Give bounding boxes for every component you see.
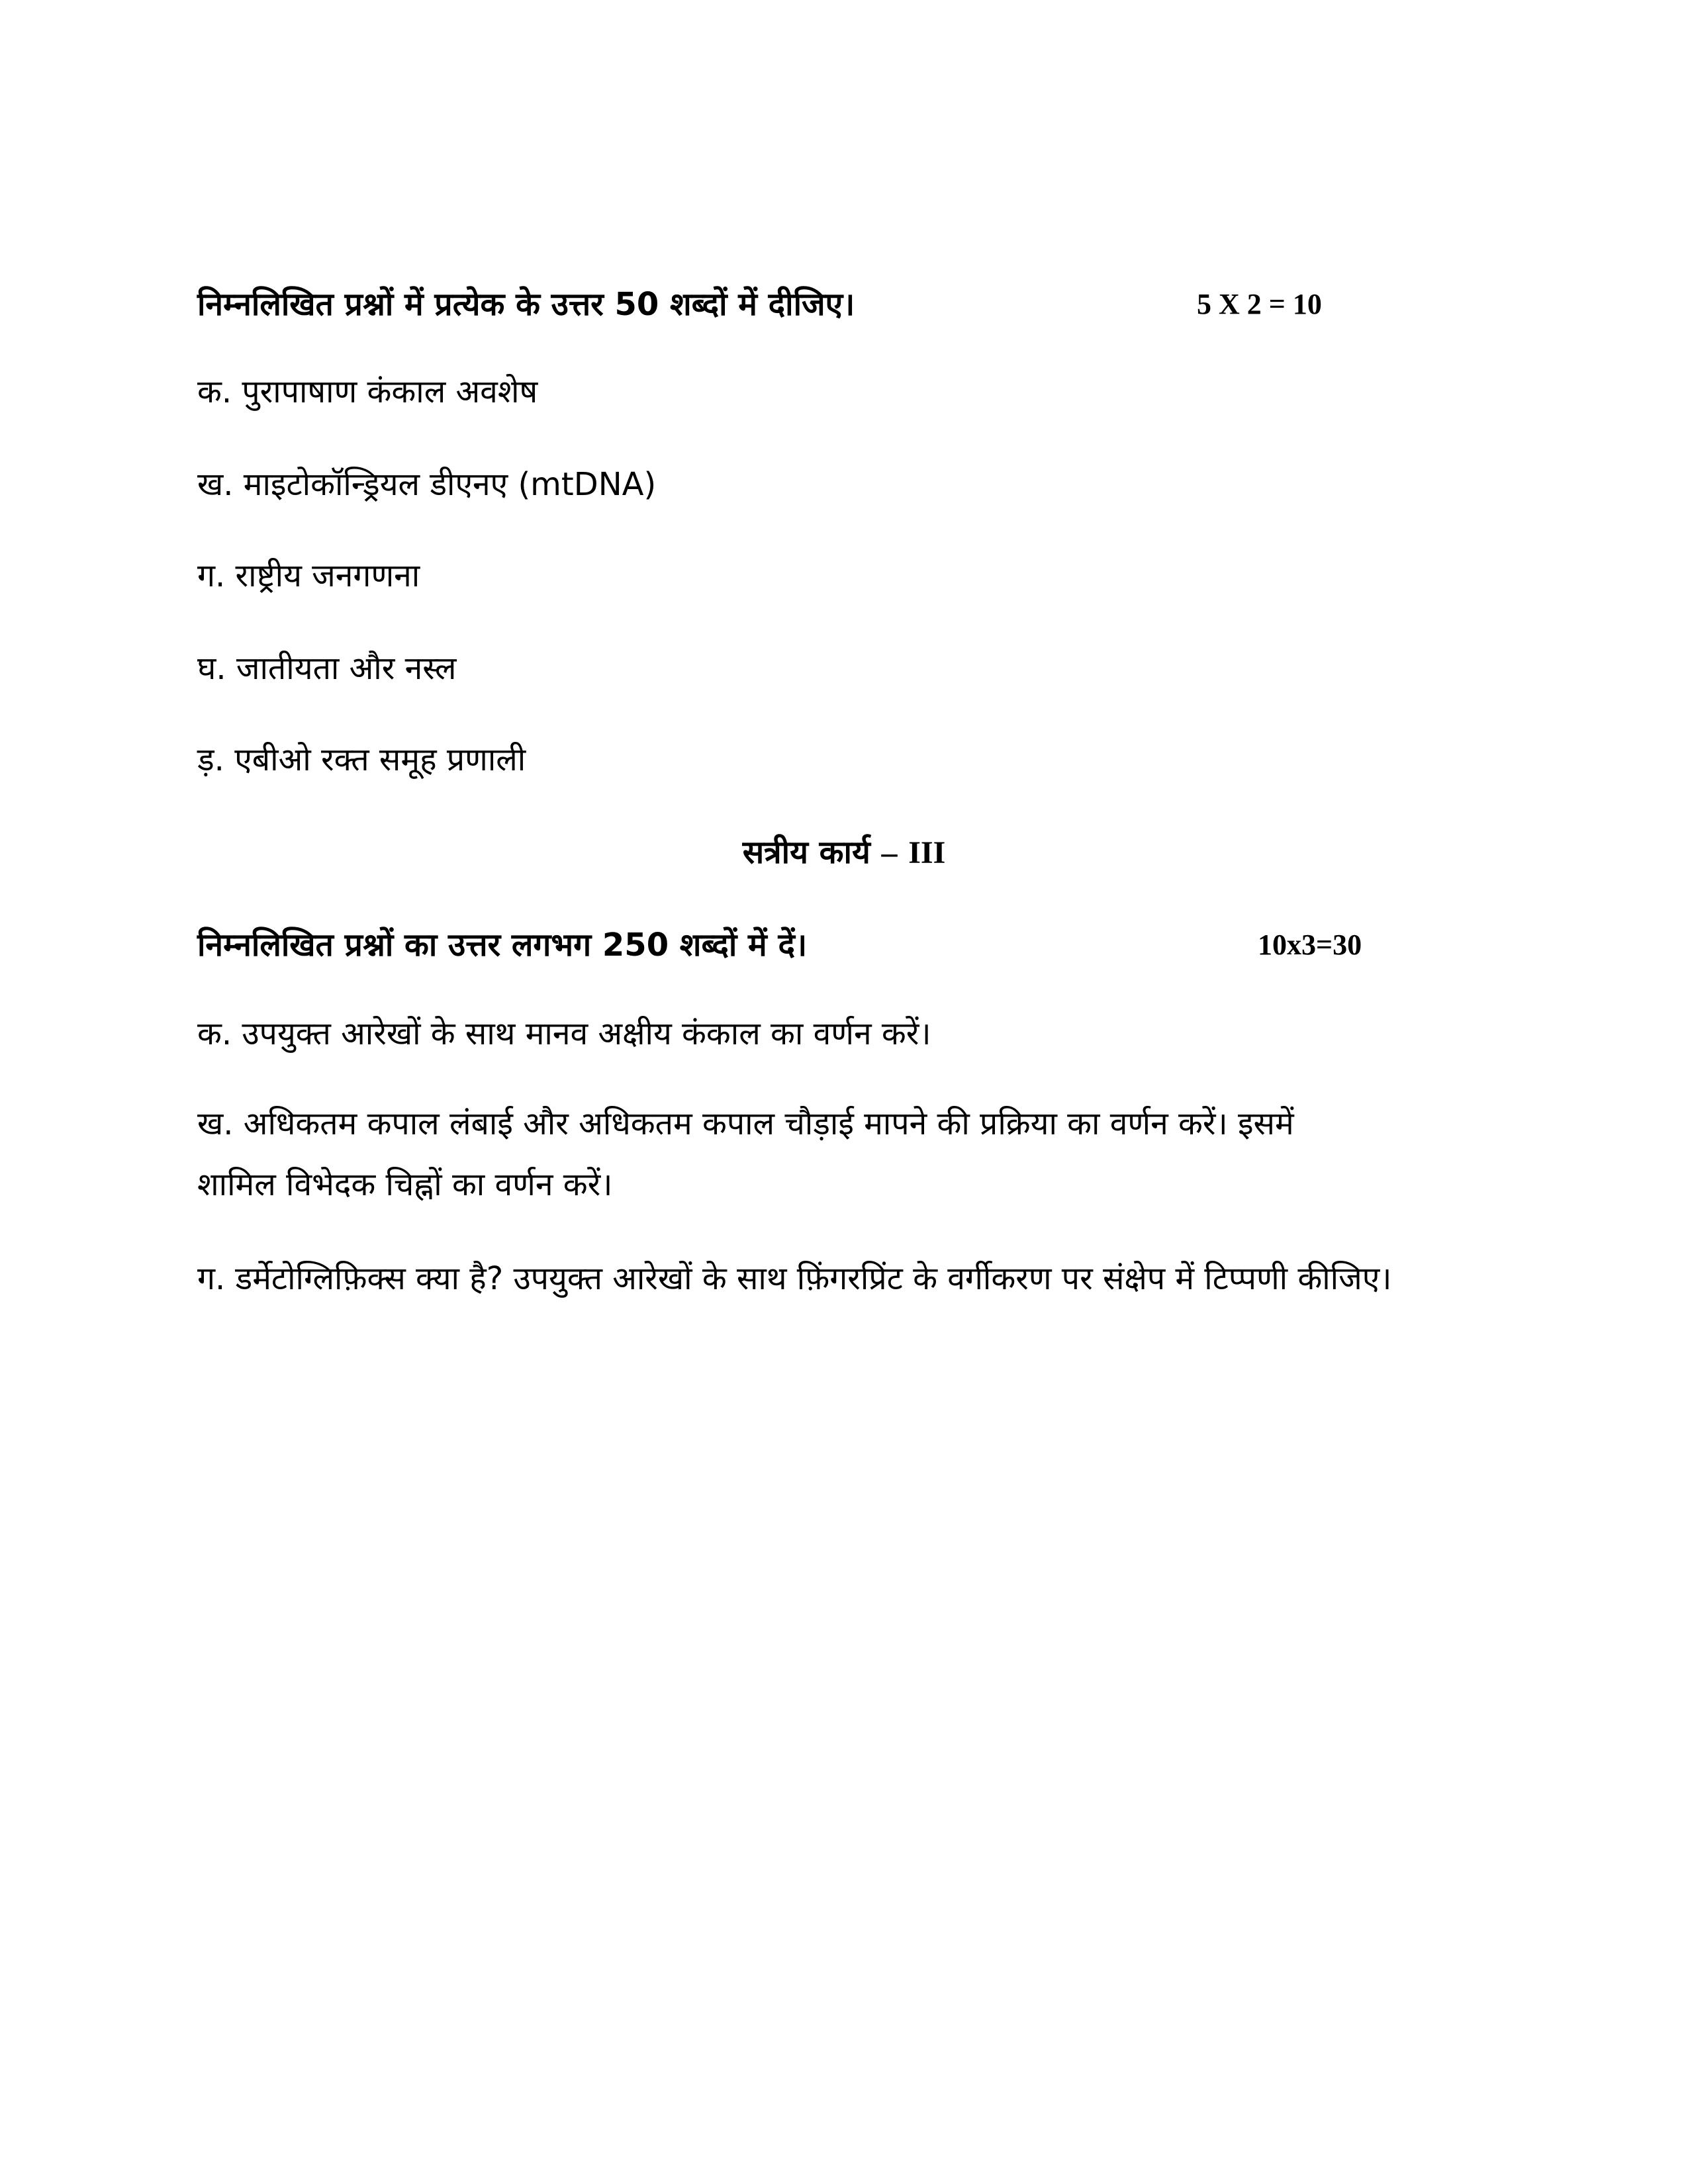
section-3-heading [0,833,1688,873]
section-3-question-kha-line-1: ख. अधिकतम कपाल लंबाई और अधिकतम कपाल चौड़ाई मापने की प्रक्रिया का वर्णन करें। इसमें [197,1105,1294,1142]
section-3-heading-label: सत्रीय कार्य [742,834,870,871]
section-2-item-kha: ख. माइटोकॉन्ड्रियल डीएनए (mtDNA) [197,466,657,503]
section-3-heading-dash: – [881,835,898,870]
section-2-item-gha: घ. जातीयता और नस्ल [197,650,457,687]
section-2-marks: 5 X 2 = 10 [1197,288,1322,320]
section-2-instruction: निम्नलिखित प्रश्नों में प्रत्येक के उत्तर 50 शब्दों में दीजिए। [197,286,855,323]
section-3-marks: 10x3=30 [1258,929,1362,961]
section-3-question-ga: ग. डर्मेटोग्लिफ़िक्स क्या है? उपयुक्त आरेखों के साथ फ़िंगरप्रिंट के वर्गीकरण पर संक्षेप में टिप्पणी कीजिए। [197,1260,1392,1297]
section-2-item-ka: क. पुरापाषाण कंकाल अवशेष [197,373,538,410]
section-3-instruction: निम्नलिखित प्रश्नों का उत्तर लगभग 250 शब्दों में दें। [197,927,808,964]
section-3-heading-numeral: III [908,835,946,870]
section-3-question-ka: क. उपयुक्त आरेखों के साथ मानव अक्षीय कंकाल का वर्णन करें। [197,1015,931,1052]
section-3-question-kha-line-2: शामिल विभेदक चिह्नों का वर्णन करें। [197,1166,613,1203]
section-2-item-ga: ग. राष्ट्रीय जनगणना [197,557,420,594]
section-2-item-da: ड़. एबीओ रक्त समूह प्रणाली [197,741,526,778]
